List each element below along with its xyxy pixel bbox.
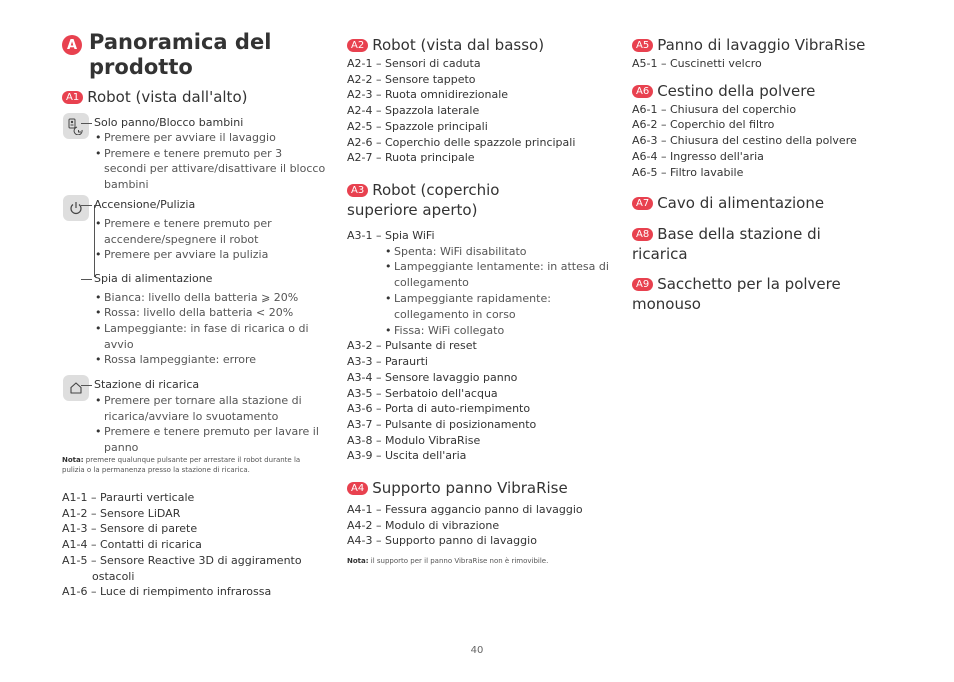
list-item: • Lampeggiante lentamente: in attesa di collegamento bbox=[394, 259, 609, 291]
list-item: A3-9 – Uscita dell'aria bbox=[347, 449, 467, 463]
list-item: • Spenta: WiFi disabilitato bbox=[394, 244, 609, 260]
column-1 bbox=[62, 30, 324, 600]
section-badge-a9: A9 bbox=[632, 278, 653, 291]
section-a5-heading bbox=[632, 35, 894, 55]
list-item: A5-1 – Cuscinetti velcro bbox=[632, 57, 762, 70]
list-item: A2-2 – Sensore tappeto bbox=[347, 72, 476, 86]
section-a6-title: Cestino della polvere bbox=[657, 81, 816, 100]
page-title: Panoramica del prodotto bbox=[89, 30, 272, 79]
column-2 bbox=[347, 35, 609, 566]
a5-parts-list bbox=[632, 56, 894, 72]
section-a2-title: Robot (vista dal basso) bbox=[372, 36, 545, 54]
list-item: A1-2 – Sensore LiDAR bbox=[62, 506, 181, 520]
power-light-title: Spia di alimentazione bbox=[94, 271, 326, 286]
a3-parts-list bbox=[347, 338, 609, 464]
power-icon bbox=[63, 195, 89, 221]
page-number: 40 bbox=[470, 645, 484, 656]
section-a9-title: Sacchetto per la polvere monouso bbox=[632, 275, 841, 314]
list-item: A3-6 – Porta di auto-riempimento bbox=[347, 402, 531, 416]
a3-wifi-item bbox=[347, 228, 609, 244]
wash-lock-title: Solo panno/Blocco bambini bbox=[94, 115, 326, 130]
list-item: • Premere per tornare alla stazione di ricarica/avviare lo svuotamento bbox=[104, 393, 326, 424]
section-a7-title: Cavo di alimentazione bbox=[657, 194, 825, 213]
list-item: • Rossa lampeggiante: errore bbox=[104, 352, 326, 368]
power-title: Accensione/Pulizia bbox=[94, 197, 326, 212]
section-a7-heading bbox=[632, 193, 894, 213]
list-item: • Premere e tenere premuto per accendere/spegnere il robot bbox=[104, 216, 326, 247]
section-a1-heading bbox=[62, 87, 324, 107]
list-item: • Fissa: WiFi collegato bbox=[394, 323, 609, 339]
list-item: • Premere e tenere premuto per lavare il panno bbox=[104, 424, 326, 455]
section-a9-heading bbox=[632, 274, 872, 314]
wifi-states-list bbox=[394, 244, 609, 339]
list-item: A2-3 – Ruota omnidirezionale bbox=[347, 88, 509, 102]
list-item: A1-3 – Sensore di parete bbox=[62, 522, 198, 536]
list-item: A6-1 – Chiusura del coperchio bbox=[632, 102, 797, 116]
section-letter-badge: A bbox=[62, 35, 82, 55]
home-description bbox=[94, 377, 326, 455]
list-item: A2-7 – Ruota principale bbox=[347, 151, 475, 165]
section-badge-a8: A8 bbox=[632, 228, 653, 241]
section-badge-a4: A4 bbox=[347, 482, 368, 495]
a6-parts-list bbox=[632, 102, 894, 181]
list-item: A6-2 – Coperchio del filtro bbox=[632, 118, 775, 132]
section-a4-title: Supporto panno VibraRise bbox=[372, 479, 568, 498]
section-a4-heading bbox=[347, 478, 609, 498]
note-label: Nota: bbox=[347, 557, 369, 566]
section-badge-a5: A5 bbox=[632, 39, 653, 52]
list-item: A4-2 – Modulo di vibrazione bbox=[347, 518, 500, 532]
home-icon bbox=[63, 375, 89, 401]
list-item: A6-5 – Filtro lavabile bbox=[632, 165, 744, 179]
section-a2-heading bbox=[347, 35, 609, 55]
section-badge-a7: A7 bbox=[632, 197, 653, 210]
list-item: • Bianca: livello della batteria ⩾ 20% bbox=[104, 290, 326, 306]
list-item: A3-1 – Spia WiFi bbox=[347, 228, 435, 242]
list-item: A1-6 – Luce di riempimento infrarossa bbox=[62, 585, 272, 599]
list-item: A6-4 – Ingresso dell'aria bbox=[632, 149, 764, 163]
section-badge-a2: A2 bbox=[347, 39, 368, 52]
a1-parts-list bbox=[62, 490, 324, 600]
note-text: il supporto per il panno VibraRise non è rimovibile. bbox=[368, 557, 549, 566]
list-item: A2-5 – Spazzole principali bbox=[347, 119, 488, 133]
list-item: A3-8 – Modulo VibraRise bbox=[347, 433, 481, 447]
list-item: A1-4 – Contatti di ricarica bbox=[62, 538, 202, 552]
note-text: premere qualunque pulsante per arrestare il robot durante la pulizia o la permanenza presso la stazione di ricarica. bbox=[62, 456, 301, 474]
note-label: Nota: bbox=[62, 456, 84, 464]
list-item: A3-4 – Sensore lavaggio panno bbox=[347, 370, 518, 384]
list-item: A2-1 – Sensori di caduta bbox=[347, 57, 481, 70]
list-item: A2-4 – Spazzola laterale bbox=[347, 104, 480, 118]
list-item: A4-3 – Supporto panno di lavaggio bbox=[347, 534, 537, 548]
list-item: A3-5 – Serbatoio dell'acqua bbox=[347, 386, 498, 400]
list-item: • Premere e tenere premuto per 3 secondi per attivare/disattivare il blocco bambini bbox=[104, 146, 326, 193]
list-item: A1-1 – Paraurti verticale bbox=[62, 491, 195, 504]
column-3 bbox=[632, 35, 894, 314]
a2-parts-list bbox=[347, 56, 609, 166]
wash-lock-icon bbox=[63, 113, 89, 139]
list-item: A2-6 – Coperchio delle spazzole principali bbox=[347, 135, 576, 149]
list-item: A3-7 – Pulsante di posizionamento bbox=[347, 417, 537, 431]
list-item: • Premere per avviare la pulizia bbox=[104, 247, 326, 263]
section-a1-title: Robot (vista dall'alto) bbox=[87, 88, 248, 106]
main-heading bbox=[62, 30, 324, 80]
power-description bbox=[94, 197, 326, 368]
list-item: A4-1 – Fessura aggancio panno di lavaggio bbox=[347, 503, 583, 517]
list-item: A6-3 – Chiusura del cestino della polvere bbox=[632, 134, 857, 148]
a4-parts-list bbox=[347, 502, 609, 549]
list-item: A1-5 – Sensore Reactive 3D di aggiramento ostacoli bbox=[62, 553, 302, 583]
list-item: • Lampeggiante: in fase di ricarica o di avvio bbox=[104, 321, 326, 352]
section-badge-a1: A1 bbox=[62, 91, 83, 104]
list-item: A3-3 – Paraurti bbox=[347, 355, 428, 369]
section-a5-title: Panno di lavaggio VibraRise bbox=[657, 36, 866, 54]
section-a3-heading bbox=[347, 180, 547, 220]
section-badge-a6: A6 bbox=[632, 85, 653, 98]
list-item: • Rossa: livello della batteria < 20% bbox=[104, 305, 326, 321]
section-a8-title: Base della stazione di ricarica bbox=[632, 225, 821, 264]
list-item: A3-2 – Pulsante di reset bbox=[347, 339, 477, 353]
wash-lock-description bbox=[94, 115, 326, 192]
note-a4 bbox=[347, 556, 609, 566]
button-descriptions bbox=[62, 113, 324, 468]
home-title: Stazione di ricarica bbox=[94, 377, 326, 392]
section-a8-heading bbox=[632, 224, 862, 264]
section-badge-a3: A3 bbox=[347, 184, 368, 197]
list-item: • Lampeggiante rapidamente: collegamento in corso bbox=[394, 291, 609, 323]
section-a6-heading bbox=[632, 81, 894, 101]
section-a3-title: Robot (coperchio superiore aperto) bbox=[347, 180, 500, 219]
list-item: • Premere per avviare il lavaggio bbox=[104, 130, 326, 146]
